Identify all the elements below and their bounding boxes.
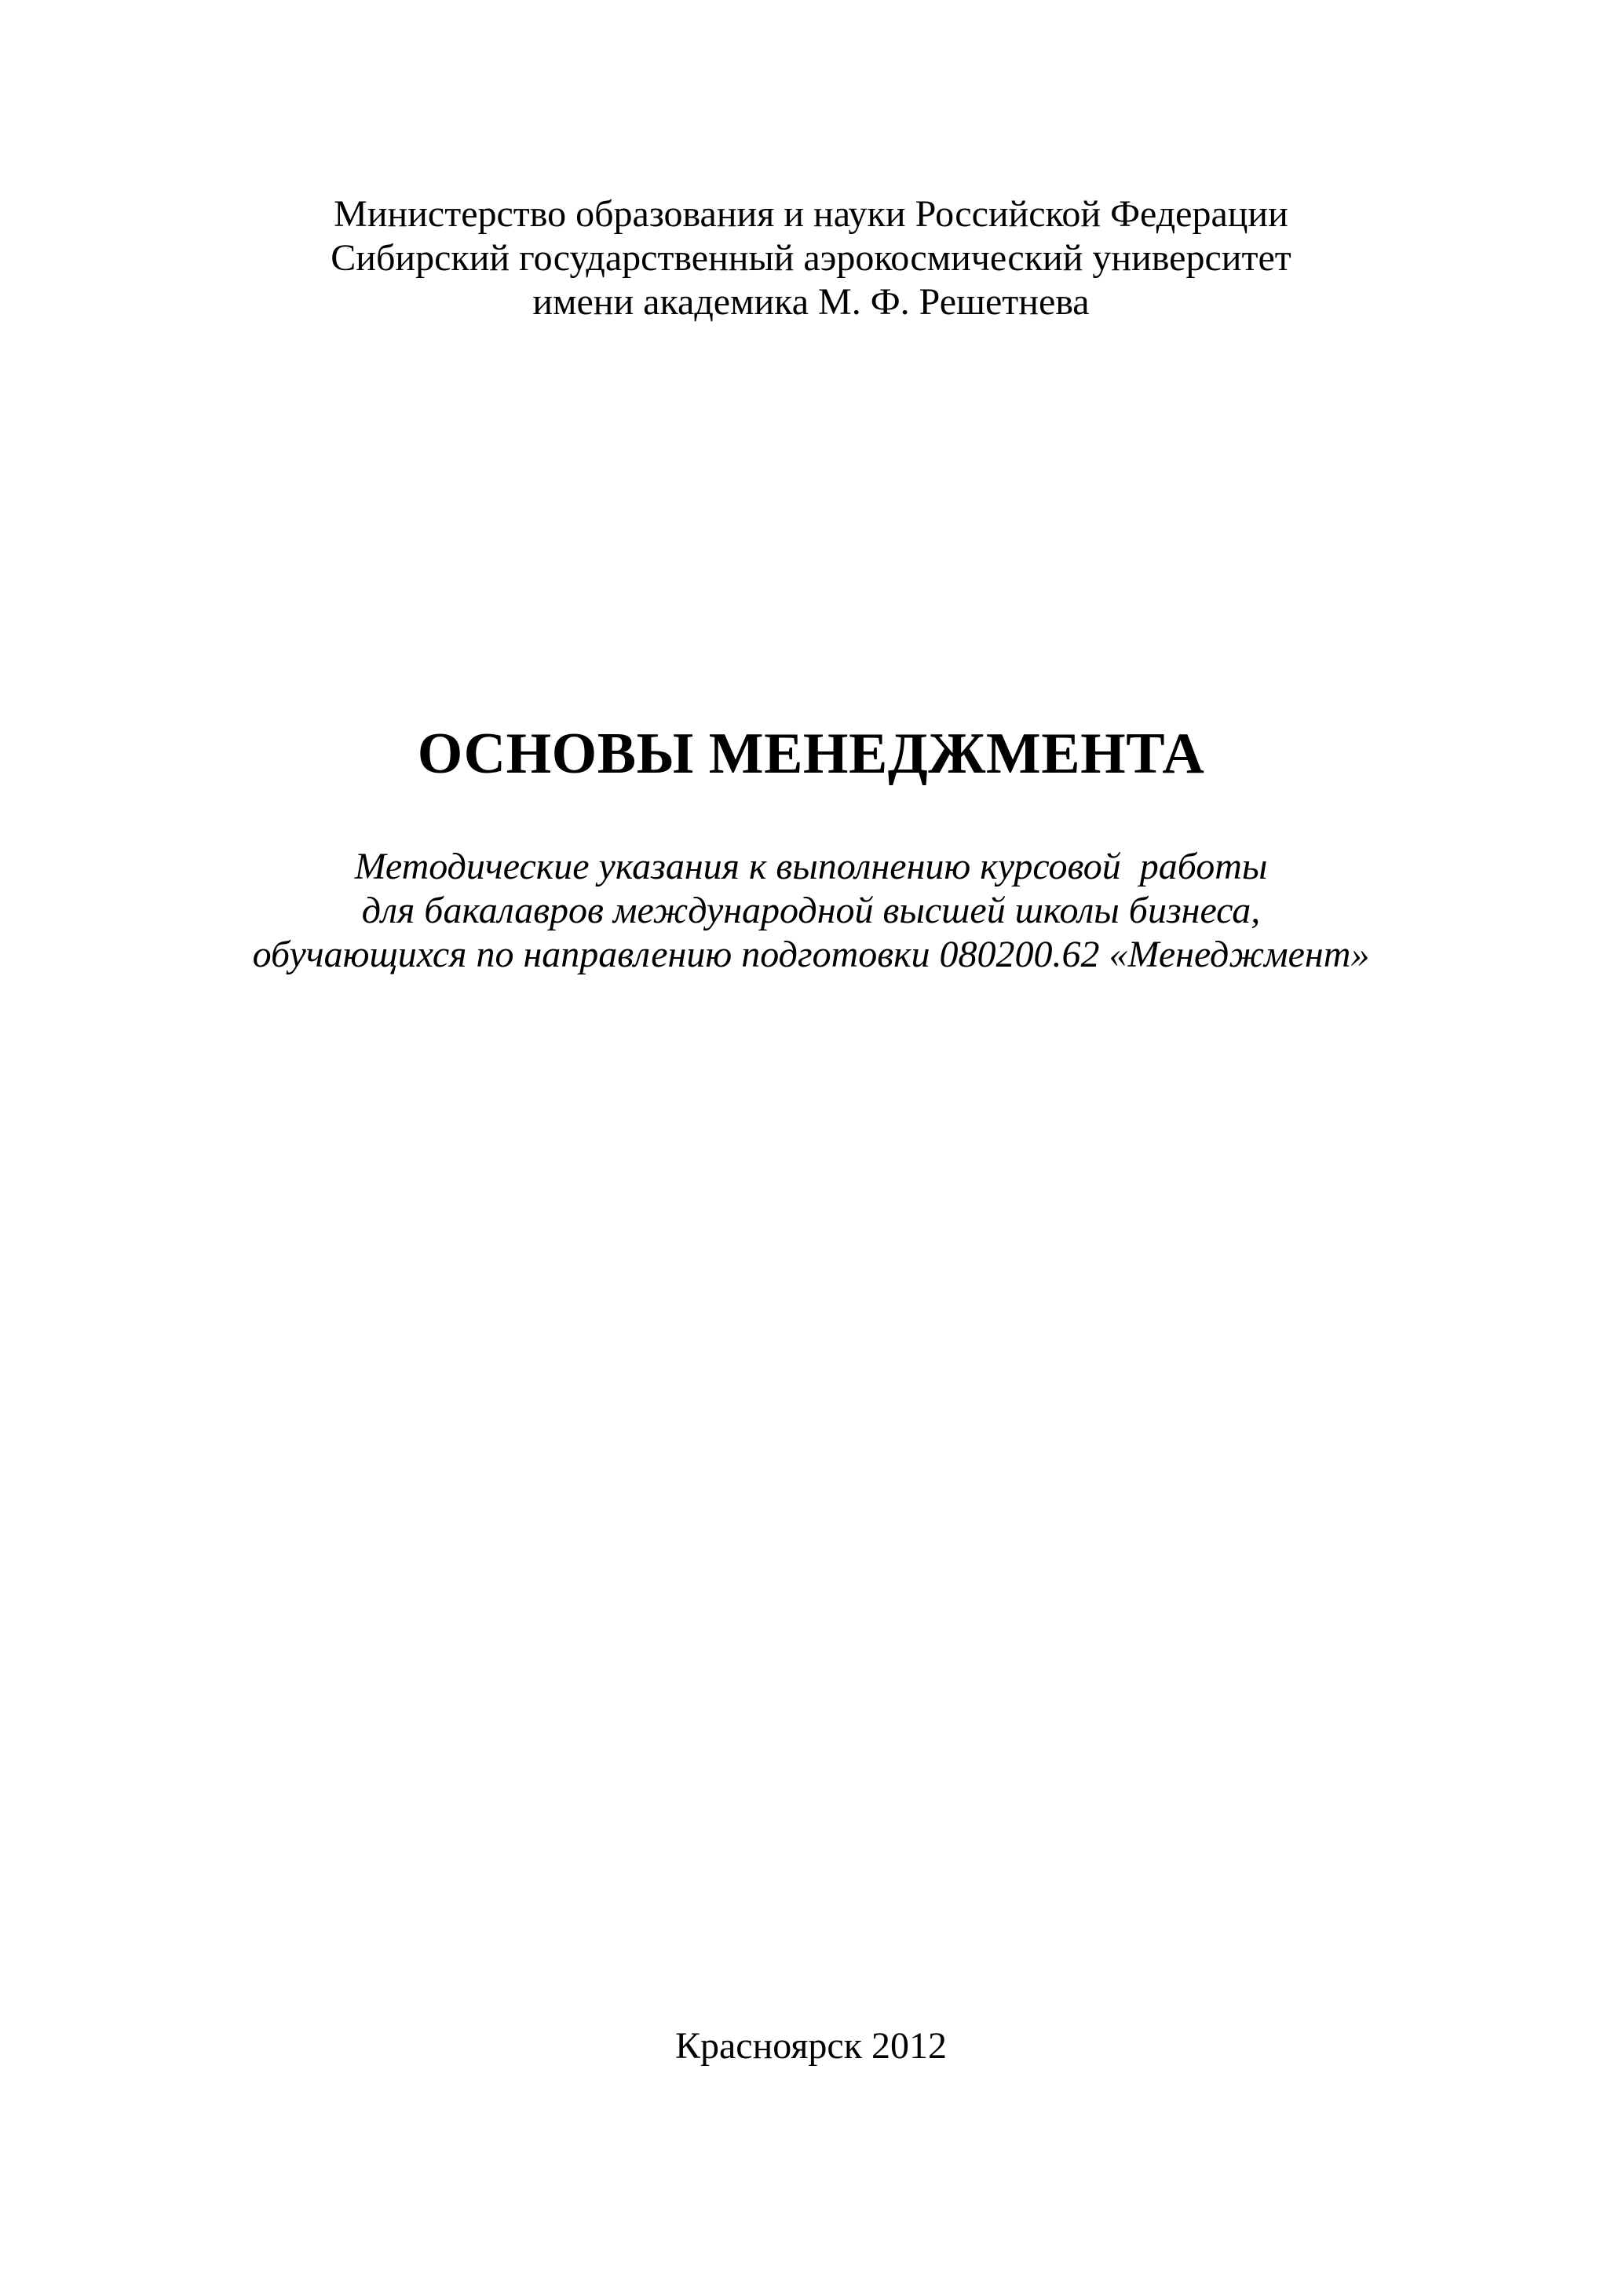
institution-header xyxy=(0,192,1622,324)
subtitle-line-3: обучающихся по направлению подготовки 080200.62 «Менеджмент» xyxy=(252,934,1370,975)
subtitle-line-2: для бакалавров международной высшей школы бизнеса, xyxy=(361,890,1261,931)
subtitle-line-1: Методические указания к выполнению курсовой работы xyxy=(354,846,1268,887)
ministry-line: Министерство образования и науки Российской Федерации xyxy=(334,193,1288,235)
document-title: ОСНОВЫ МЕНЕДЖМЕНТА xyxy=(417,722,1205,786)
city-year: Красноярск 2012 xyxy=(674,2025,948,2067)
document-subtitle xyxy=(0,845,1622,977)
university-name-line: имени академика М. Ф. Решетнева xyxy=(532,281,1090,323)
university-line: Сибирский государственный аэрокосмический университет xyxy=(331,237,1291,279)
